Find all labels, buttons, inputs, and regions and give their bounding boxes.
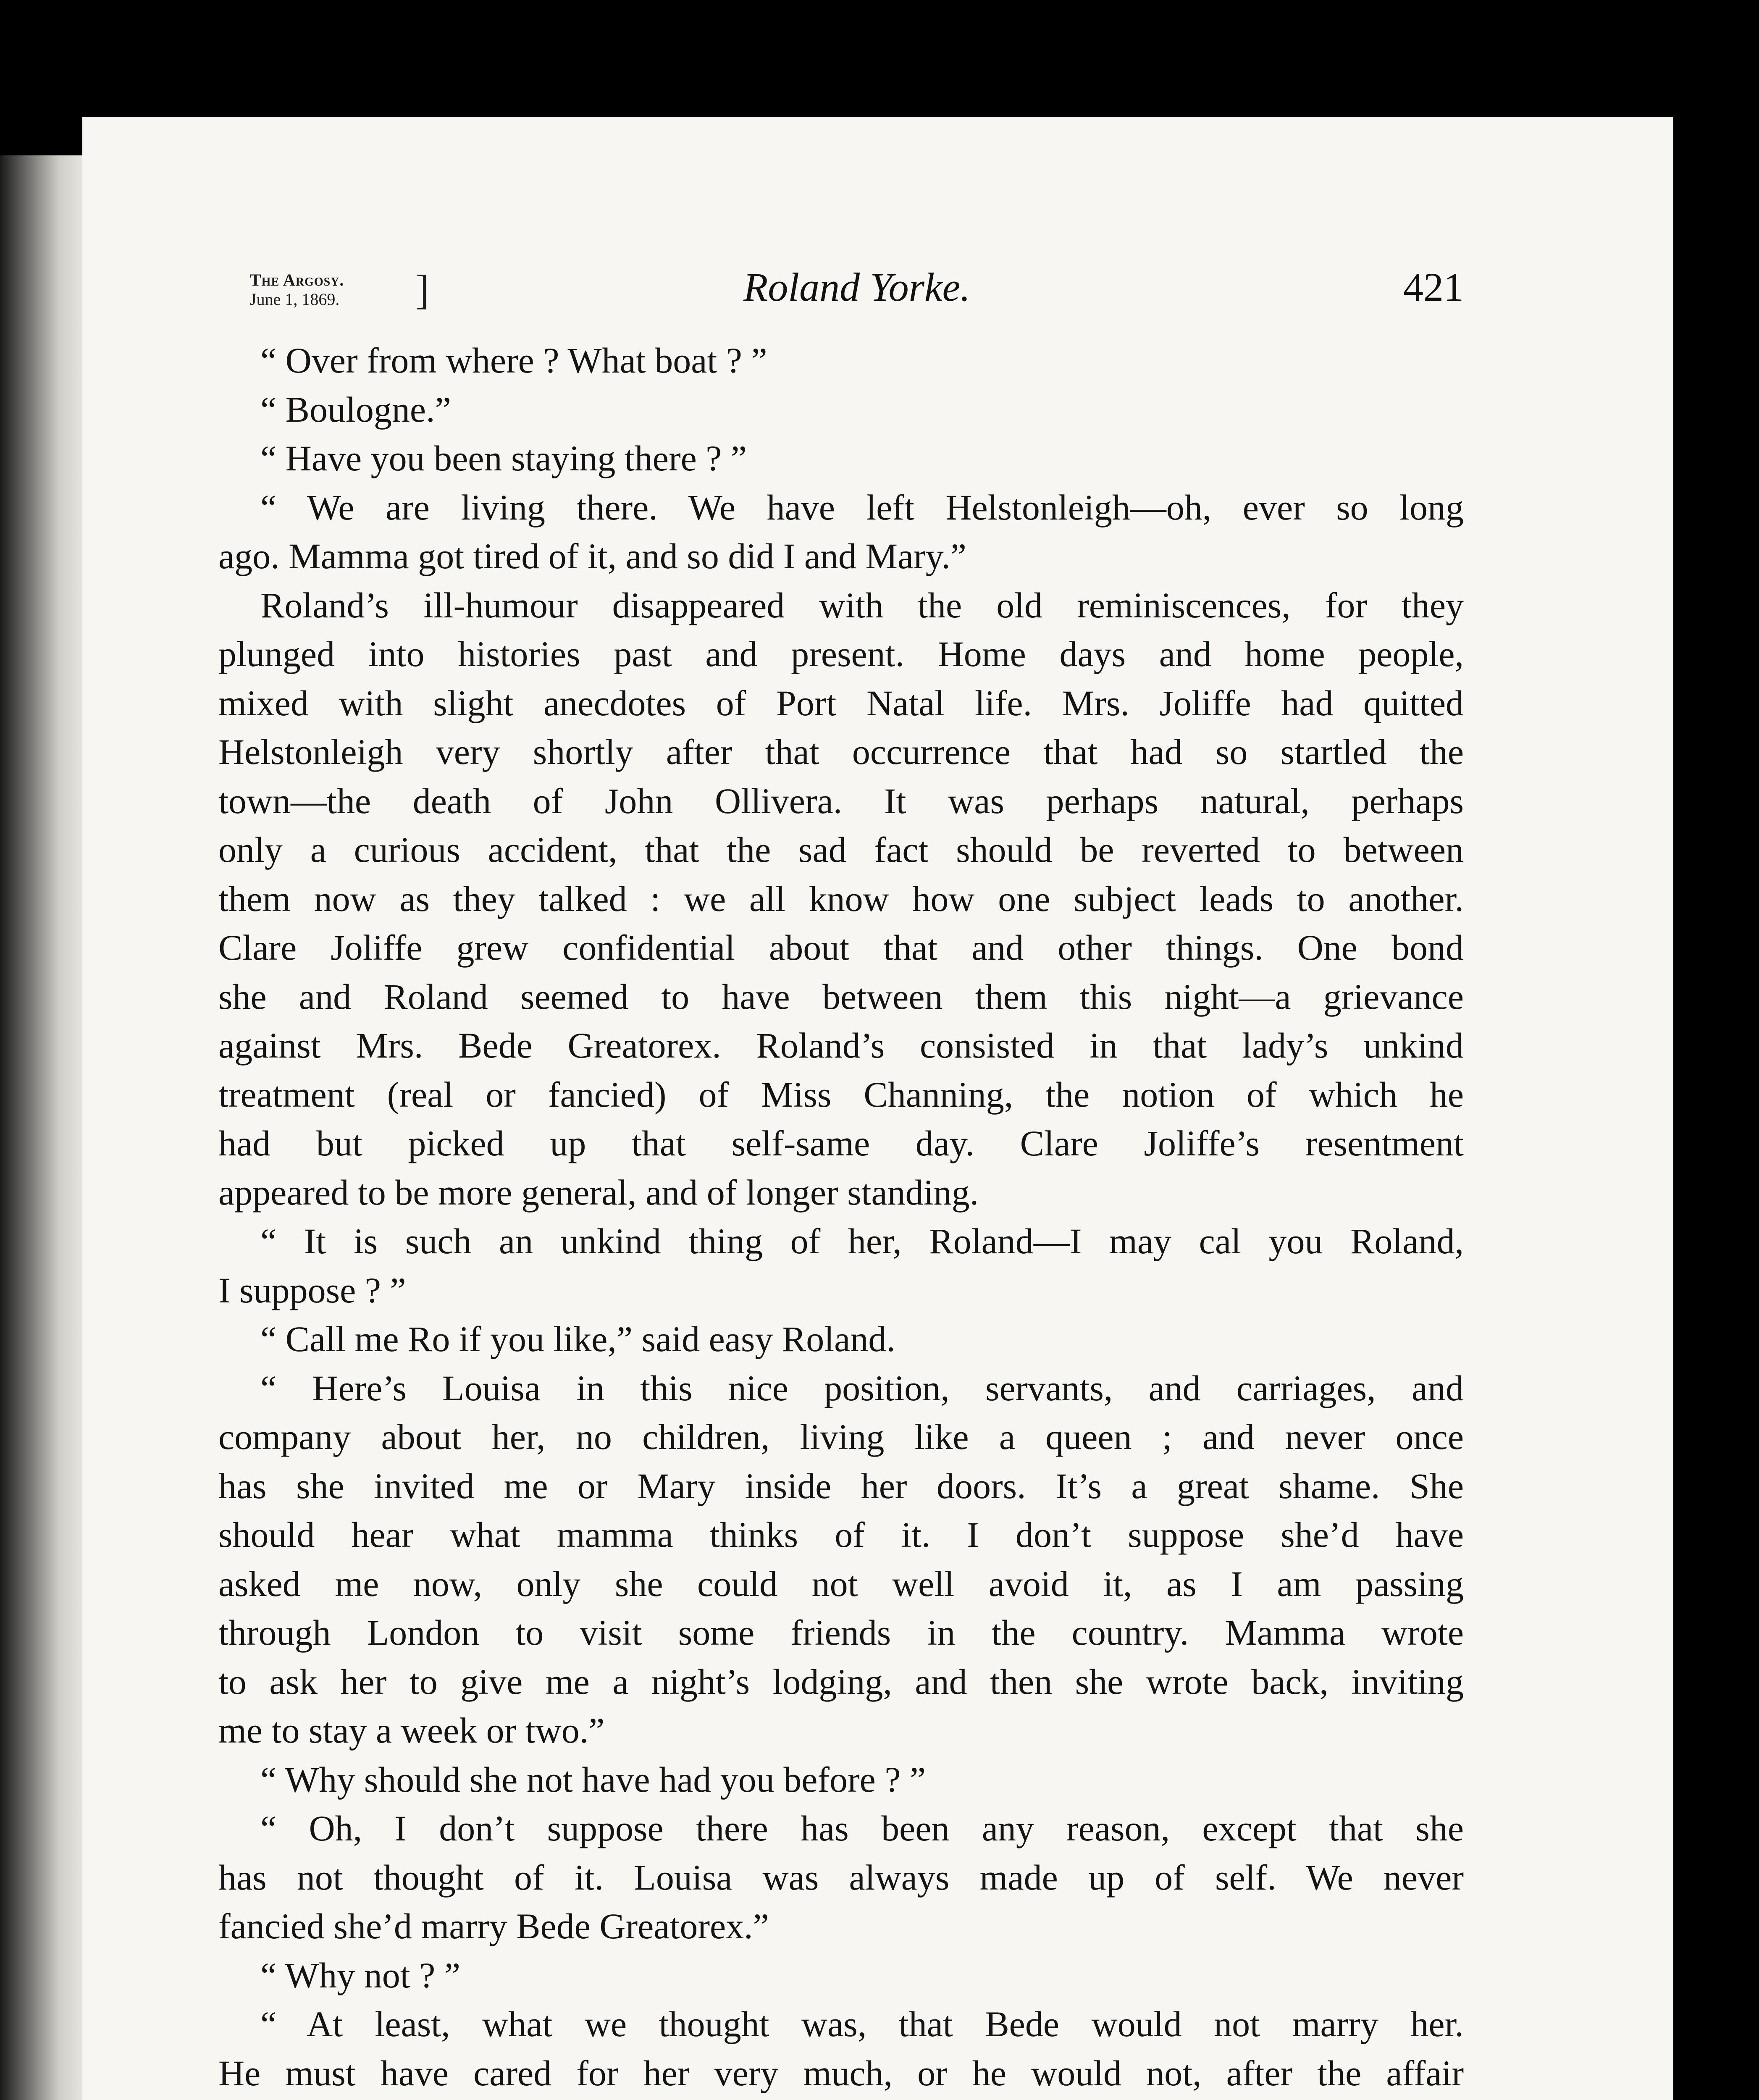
page-number: 421	[1403, 265, 1464, 310]
text-line: Helstonleigh very shortly after that occurrence that had so startled the	[218, 732, 1464, 772]
issue-date: June 1, 1869.	[250, 290, 340, 309]
text-line: ago. Mamma got tired of it, and so did I and Mary.”	[218, 536, 966, 576]
text-line: should hear what mamma thinks of it. I don’t suppose she’d have	[218, 1515, 1464, 1555]
text-line: “ It is such an unkind thing of her, Roland—I may cal you Roland,	[260, 1221, 1464, 1261]
text-line: has not thought of it. Louisa was always made up of self. We never	[218, 1857, 1464, 1898]
header-bracket: ]	[415, 266, 430, 313]
running-title: Roland Yorke.	[743, 265, 971, 310]
text-line: through London to visit some friends in the country. Mamma wrote	[218, 1612, 1464, 1653]
text-line: me to stay a week or two.”	[218, 1710, 605, 1751]
text-line: Roland’s ill-humour disappeared with the old reminiscences, for they	[260, 585, 1464, 625]
text-line: town—the death of John Ollivera. It was perhaps natural, perhaps	[218, 780, 1464, 821]
body-text	[218, 336, 1464, 2100]
text-line: against Mrs. Bede Greatorex. Roland’s consisted in that lady’s unkind	[218, 1025, 1464, 1066]
text-line: fancied she’d marry Bede Greatorex.”	[218, 1906, 769, 1946]
text-line: mixed with slight anecdotes of Port Natal life. Mrs. Joliffe had quitted	[218, 682, 1464, 723]
text-line: I suppose ? ”	[218, 1270, 406, 1310]
text-line: had but picked up that self-same day. Clare Joliffe’s resentment	[218, 1123, 1464, 1163]
text-line: “ Call me Ro if you like,” said easy Roland.	[260, 1319, 895, 1359]
text-line: she and Roland seemed to have between them this night—a grievance	[218, 976, 1464, 1017]
text-line: company about her, no children, living like a queen ; and never once	[218, 1417, 1464, 1457]
text-line: He must have cared for her very much, or he would not, after the affair	[218, 2053, 1464, 2093]
text-line: them now as they talked : we all know how one subject leads to another.	[218, 878, 1464, 919]
text-line: plunged into histories past and present. Home days and home people,	[218, 634, 1464, 674]
text-line: treatment (real or fancied) of Miss Channing, the notion of which he	[218, 1074, 1464, 1115]
text-line: “ Why should she not have had you before ? ”	[260, 1759, 926, 1800]
text-line: Clare Joliffe grew confidential about that and other things. One bond	[218, 927, 1464, 968]
text-line: only a curious accident, that the sad fact should be reverted to between	[218, 830, 1464, 870]
text-line: “ Have you been staying there ? ”	[260, 438, 747, 478]
text-line: “ Why not ? ”	[260, 1955, 461, 1995]
text-line: appeared to be more general, and of longer standing.	[218, 1172, 979, 1213]
text-line: “ Over from where ? What boat ? ”	[260, 340, 767, 381]
text-line: “ At least, what we thought was, that Bede would not marry her.	[260, 2004, 1464, 2044]
text-line: has she invited me or Mary inside her doors. It’s a great shame. She	[218, 1465, 1464, 1506]
text-line: to ask her to give me a night’s lodging, and then she wrote back, inviting	[218, 1661, 1464, 1702]
text-line: asked me now, only she could not well avoid it, as I am passing	[218, 1563, 1464, 1604]
previous-page-edge	[0, 155, 84, 2100]
text-line	[218, 2097, 1464, 2100]
text-line: “ Oh, I don’t suppose there has been any reason, except that she	[260, 1808, 1464, 1848]
magazine-name: The Argosy.	[250, 270, 344, 289]
text-line: “ Boulogne.”	[260, 389, 451, 430]
text-line: “ Here’s Louisa in this nice position, servants, and carriages, and	[260, 1368, 1464, 1408]
running-header	[250, 260, 1464, 323]
text-line: “ We are living there. We have left Helstonleigh—oh, ever so long	[260, 487, 1464, 528]
